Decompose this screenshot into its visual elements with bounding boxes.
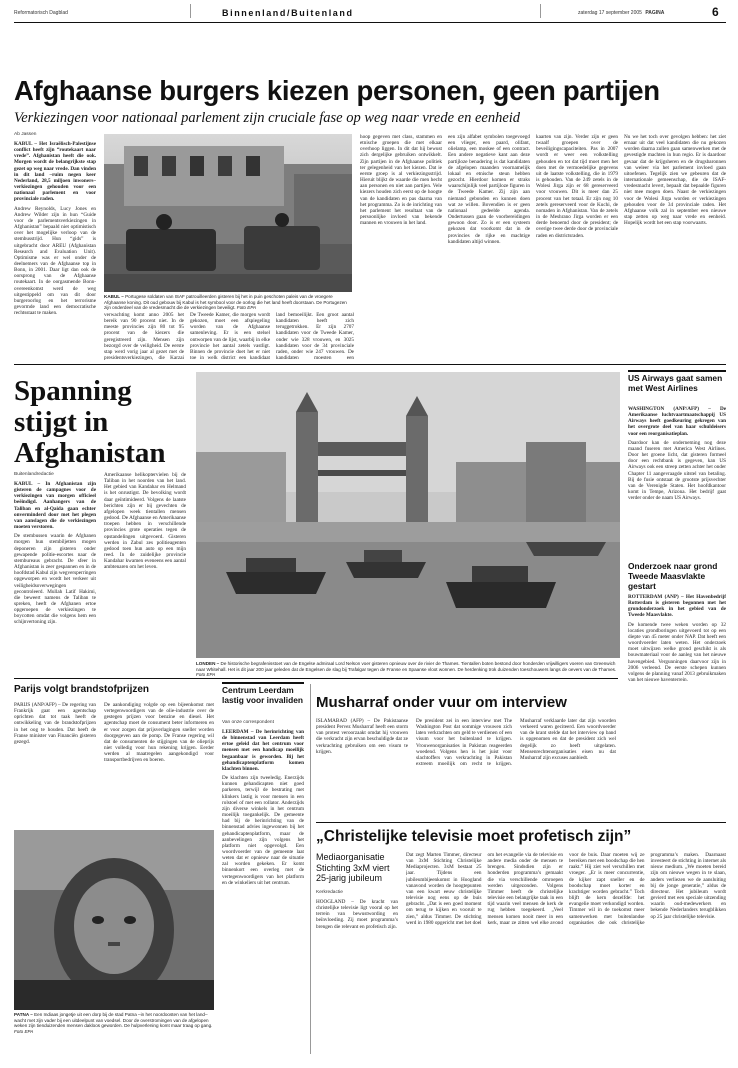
main-text-1: Andrew Reynolds, Lucy Jones en Andrew Wilder zijn in hun “Guide voor de parlementsverkiezingen in Afghanistan” bepaald niet optimistisch over het mogelijke verloop van de stembusstrijd. Hun “gids” is uitgebracht door AREU (Afghanistan Research and Evaluation Unit). Optimisme was er wel onder de deelnemers van de Afghaanse top in Bonn, in 2001. Daar ligt dan ook de oorsprong van de Afghaanse routekaart. In de oorgasmende Bonn-overeenkomst werd de weg uitgestippeld om van dit door burgeroorlog en het terrorisme gevormde land een democratische rechtsstaat te maken.	[14, 205, 96, 317]
leerdam-text: De klachten zijn tweeledig. Enerzijds kunnen gehandicapten niet goed parkeren, terwijl de bestrating met klinkers lastig is voor mensen in een rolstoel of met een rollator. Anderzijds zijn diverse winkels in het centrum moeilijk toegankelijk. De gemeente had bij de herinrichting van de binnenstad advies ingewonnen bij het gehandicaptenplatform, maar de aanbevelingen zijn volgens het platform niet opgevolgd. Een woordvoerder van de gemeente laat weten dat er opnieuw naar de situatie zal worden gekeken. Er komt binnenkort een overleg met de vertegenwoordigers van het platform en de winkeliers uit het centrum.	[222, 775, 304, 886]
main-headline: Afghaanse burgers kiezen personen, geen partijen	[14, 75, 660, 106]
column-divider	[310, 684, 311, 1054]
page-date	[578, 10, 664, 16]
leerdam-lead: LEERDAM – De herinrichting van de binnenstad van Leerdam heeft ertoe geleid dat het centrum voor mensen met een handicap moeilijk begaanbaar is geworden. Bij het gehandicaptenplatform komen klachten binnen.	[222, 729, 304, 772]
spanning-column-2: Amerikaanse helikoptervielen bij de Taliban in het noorden van het land. Het gebied van Kandahar en Helmand is het onrustigst. De bevolking wordt daar geïntimideerd. Volgens de laatste berichten zijn er bij gevechten de afgelopen week tientallen mensen gedood. De Afghaanse en Amerikaanse troepen hebben in verschillende provincies grote operaties tegen de opstandelingen uitgevoerd. Gisteren werden in Zabul zes politieagenten gedood toen hun auto op een mijn reed. In de zuidelijke provincie Kandahar kwamen eveneens een aantal ambtenaren om het leven.	[104, 472, 186, 571]
kabul-caption	[104, 294, 352, 311]
thames-photo	[196, 372, 620, 658]
christelijke-intro: Mediaorganisatie Stichting 3xM viert 25-jarig jubileum	[316, 852, 390, 883]
christelijke-column-1: HOOGLAND – De kracht van christelijke televisie ligt vooral op het terrein van bewustwording en beïnvloeding. Zij moet programma’s brengen die relevant en profetisch zijn.	[316, 899, 398, 930]
patna-caption-lead: PATNA –	[14, 1012, 33, 1017]
thames-caption-lead: LONDEN –	[196, 661, 220, 666]
spanning-text-1: De stembussen waarin de Afghanen morgen hun stembiljetten mogen deponeren zijn gisteren onder gewapende politie-escortes naar de stembureaus gebracht. De sfeer in Afghanistan is zeer gespannen en in de hoofdstad Kabul zijn wegversperringen opgeworpen en wordt het verkeer uit veiligheidsoverwegingen gecontroleerd. Mullah Latif Hakimi, die beweert namens de Taliban te spreken, heeft de Afghanen ertoe opgeroepen de verkiezingen te boycotten omdat die volgens hem een schijnvertoning zijn.	[14, 533, 96, 626]
main-column-4: land bemoeilijkt. Een groot aantal kandidaten heeft zich teruggetrokken. Er zijn 2707 kandidaten voor de Tweede Kamer, onder wie 328 vrouwen, en 3025 kandidaten voor de 34 provinciale raden, onder wie 247 vrouwen. De kandidaten moesten een	[276, 312, 354, 360]
leerdam-column	[222, 729, 304, 1049]
masthead-rule	[14, 22, 726, 23]
patna-photo	[14, 830, 214, 1010]
usairways-lead: WASHINGTON (ANP/AFP) – De Amerikaanse luchtvaartmaatschappij US Airways heeft goedkeuring gekregen van het overgrote deel van haar schuldeisers voor een reorganisatieplan.	[628, 406, 726, 437]
page-label: PAGINA	[645, 10, 665, 16]
photo-credit: Foto EPA	[236, 305, 257, 311]
kabul-photo-art	[104, 134, 352, 292]
usairways-rule	[628, 370, 726, 372]
thames-caption-text: De historische begrafenisstoet van de Engelse admiraal Lord Nelson voer gisteren opnieuw over de rivier de Thames. Tientallen boten bestond door honderden vrijwilligers voeren van Greenwich naar Whitehall. Het is dit jaar 200 jaar geleden dat de Engelsen de slag bij Trafalgar tegen de Franse en Spaanse vloot wonnen. De herdenking trok duizenden toeschouwers langs de oevers van de Thames.	[196, 661, 617, 672]
thames-photo-credit: Foto EPA	[196, 672, 216, 678]
main-column-2: verwachting komt anno 2005 het bereik van 90 procent niet. In de meeste provincies zijn 80 tot 95 procent van de kiezers die geregistreerd zijn. Mensen zijn bezorgd over de veiligheid. De eerste stap werd vorig jaar al gezet met de presidentsverkiezingen, die Karzai	[104, 312, 184, 360]
date-text: zaterdag 17 september 2005	[578, 10, 642, 16]
musharraf-column-1: ISLAMABAD (AFP) – De Pakistaanse president Pervez Musharraf heeft een storm van protest veroorzaakt omdat hij vrouwen die verkracht zijn ervan beschuldigde dat ze verkrachting gebruiken om een visum te krijgen.	[316, 718, 408, 755]
usairways-column	[628, 406, 726, 546]
section-rule-2	[14, 678, 618, 679]
leerdam-headline: Centrum Leerdam lastig voor invaliden	[222, 685, 303, 705]
paper-name: Reformatorisch Dagblad	[14, 10, 68, 16]
main-column-5: hoop gegeven met class, stammen en etnische groepen die met elkaar overhoop liggen. In dit dat hij bewust zich dergelijke gebruiken ontwikkelt. Zijn partijen in de Afghaanse politiek ter gelegenheid van het kiezen. Dat ie eerste groep is al verkiezingsstrijd. Hieruit blijkt de waarde die men hecht aan personen en niet aan partijen. Vele kiezers houden zich eerst op de hoogte van de kandidaten en pas daarna van het programma. Zo is de inrichting van het parlement het resultaat van de persoonlijke invloed van bekende mannen en vrouwen in het land.	[360, 134, 442, 227]
kabul-photo	[104, 134, 352, 292]
section-rule-3	[316, 822, 726, 823]
maasvlakte-text: De komende twee weken worden op 32 locaties grondboringen uitgevoerd tot op een diepte van 45 meter onder NAP. Dat heeft een woordvoerder laten weten. Het onderzoek moet uitwijzen welke grond geschikt is als bouwmateriaal voor de aanleg van het nieuwe havengebied. Vergunningen daarvoor zijn in 2006 verleend. De eerste schepen kunnen volgens de planning vanaf 2013 gebruikmaken van het nieuwe haventerrein.	[628, 621, 726, 684]
patna-photo-art	[14, 830, 214, 1010]
patna-caption-text: Een Indiaas jongetje uit een dorp bij de stad Patna –in het noordoosten van het land– wacht met zijn vader bij een uitdeelpunt van voedsel. Door de overstromingen van de afgelopen weken zijn tienduizenden mensen dakloos geworden. De hulpverlening komt maar traag op gang.	[14, 1012, 213, 1029]
masthead-divider	[540, 4, 541, 18]
musharraf-headline: Musharraf onder vuur om interview	[316, 694, 567, 711]
patna-photo-credit: Foto EPA	[14, 1028, 34, 1034]
main-subhead: Verkiezingen voor nationaal parlement zijn cruciale fase op weg naar vrede en eenheid	[14, 110, 521, 126]
christelijke-byline: Kerkredactie	[316, 890, 343, 895]
maasvlakte-headline: Onderzoek naar grond Tweede Maasvlakte gestart	[628, 561, 718, 591]
musharraf-column-2: De president zei in een interview met The Washington Post dat sommige vrouwen zich laten verkrachten om geld te verdienen of een visum voor het buitenland te krijgen. Vrouwenorganisaties in Pakistan reageerden woedend. Volgens hen is het juist voor slachtoffers van verkrachting in Pakistan extreem moeilijk om recht te krijgen. Musharraf verklaarde later dat zijn woorden verkeerd waren geciteerd. Een woordvoerder van de krant stelde dat het interview op band is opgenomen en dat de president zich wel degelijk zo heeft uitgelaten. Mensenrechtenorganisaties eisen nu dat Musharraf zijn excuses aanbiedt.	[416, 718, 616, 768]
christelijke-headline: „Christelijke televisie moet profetisch zijn”	[316, 828, 632, 845]
parijs-column-2: De aankondiging volgde op een bijeenkomst met vertegenwoordigers van de olie-industrie over de gestegen prijzen voor benzine en diesel. Het agentschap moet de consument beter informeren en er voor zorgen dat prijsverlagingen sneller worden doorgegeven aan de pomp. De Franse regering wil dat de consumenten de stijgingen van de olieprijs niet volledig voor hun rekening krijgen. Eerder werden al maatregelen aangekondigd voor transportbedrijven en boeren.	[104, 702, 214, 764]
page-number: 6	[712, 5, 719, 19]
section-rule	[14, 364, 726, 365]
usairways-text: Daardoor kan de onderneming nog deze maand fuseren met America West Airlines. Door het groene licht, dat gisteren formeel door een rechtbank is gegeven, kan US Airways ook een streep zetten achter het onder Chapter 11 aangevraagde uitstel van betaling. Bij de fusie ontstaat de grootste prijsvechter van de Verenigde Staten. Het hoofdkantoor komt in Tempe, Arizona. Het bedrijf gaat verder onder de naam US Airways.	[628, 439, 726, 502]
leerdam-rule	[222, 682, 304, 684]
main-column-8: Nu we het toch over gevolgen hebben: het ziet ernaar uit dat veel kandidaten die nu gekozen worden daarna zullen gaan samenwerken met de gevestigde machten in hun regio. Er is daardoor gevaar dat de krijgsheren en de drugsbaronnen van weleer via het parlement invloed gaan uitoefenen. Tegelijk zien we gebeuren dat de internationale gemeenschap, die de ISAF-vredesmacht levert, bepaalt dat bepaalde figuren niet mee mogen doen. Naast de verkiezingen voor de Wolesi Jirga worden er verkiezingen gehouden voor de 34 provinciale raden. Het Afghaanse volk zal in september een nieuwe stap zetten op weg naar vrede en eenheid. Hopelijk wordt het een stap voorwaarts.	[624, 134, 726, 227]
leerdam-byline: Van onze correspondent	[222, 720, 274, 725]
parijs-column-1: PARIJS (ANP/AFP) – De regering van Frankrijk gaat een agentschap oprichten dat tot taak heeft de ontwikkeling van de brandstofprijzen in het oog te houden. Dat heeft de Franse minister van Financiën gisteren gezegd.	[14, 702, 96, 745]
usairways-headline: US Airways gaat samen met West Airlines	[628, 373, 723, 393]
main-column-1	[14, 141, 96, 360]
masthead-divider	[190, 4, 191, 18]
maasvlakte-lead: ROTTERDAM (ANP) – Het Havenbedrijf Rotterdam is gisteren begonnen met het grondonderzoek in het gebied van de Tweede Maasvlakte.	[628, 594, 726, 619]
main-column-3: De Tweede Kamer, die morgen wordt gekozen, moet een afspiegeling worden van de Afghaanse samenleving. Er is een stelsel ontworpen van de lijst, waarbij in elke provincie het aantal zetels vastligt. Binnen de provincie doet het er niet toe in welk district een kandidaat	[190, 312, 270, 360]
main-lead: KABUL – Het Israëlisch-Palestijnse conflict heeft zijn “routekaart naar vrede”. Afghanistan heeft die ook. Morgen wordt de belangrijkste stap gezet op weg naar vrede. Dan vinden in dit land –ruim negen keer Nederland, 28,5 miljoen inwoners– verkiezingen gehouden voor een nationaal parlement en voor provinciale raden.	[14, 141, 96, 203]
maasvlakte-column	[628, 594, 726, 760]
caption-lead: KABUL –	[104, 294, 124, 299]
spanning-byline: Buitenlandredactie	[14, 472, 54, 477]
section-title: Binnenland/Buitenland	[222, 8, 354, 18]
patna-caption	[14, 1012, 214, 1034]
main-byline: Ab Jassen	[14, 132, 37, 137]
thames-caption	[196, 661, 620, 678]
main-column-6: een zijn alfabet symbolen toegevoegd een vlieger, een paard, olifant, olielamp, een moskee of een contract. Een andere negatieve kant aan deze partijloze benadering is dat kandidaten de afgelopen maanden voornamelijk lokaal en etnische steun hebben gezocht. Hierdoor komen er straks waarschijnlijk veel partijloze figuren in de Tweede Kamer. Zij zijn aan niemand gebonden en kunnen doen wat ze willen. Bovendien is er geen nationaal gedeelde agenda. Ondertussen gaan de voorbereidingen gewoon door. Zo is er een systeem gekozen dat voorkomt dat in de provincies de rijke en machtige kandidaten altijd winnen.	[448, 134, 530, 245]
main-column-7: kaarten van zijn. Verder zijn er geen twaalf groepen over de beveiligingscapaciteiten. Pas in 2007 wordt er weer een volkstelling gehouden en tot dat tijd moet men het doen met de vermoedelijke gegevens uit de laatste volkstelling, die in 1979 is gehouden. Van de 249 zetels in de Wolesi Jirga zijn er 68 gereserveerd voor vrouwen. Dit is meer dan 25 procent van het totaal. Er zijn nog 10 zetels gereserveerd voor de Kuchi, de nomaden in Afghanistan. Van de zetels in de Meshrano Jirga worden er een derde benoemd door de president; de overige twee derde door de provinciale raden en districtsraden.	[536, 134, 618, 239]
spanning-headline: Spanning stijgt in Afghanistan	[14, 375, 166, 469]
spanning-column-1	[14, 481, 96, 671]
christelijke-body: Dat zegt Marten Timmer, directeur van 3xM Stichting Christelijke Mediaprojecten. 3xM bestaat 25 jaar. Tijdens een jubileumbijeenkomst in Hoogland vanavond worden de hoogtepunten van een kwart eeuw christelijke televisie nog eens op de buis gebracht. „Dat is een goed moment om terug te kijken en vooruit te zien,” aldus Timmer. De stichting werd in 1980 opgericht met het doel om het evangelie via de televisie en andere media onder de mensen te brengen. Sindsdien zijn er honderden programma’s gemaakt die via verschillende omroepen werden uitgezonden. Volgens Timmer heeft de christelijke televisie een belangrijke taak in een tijd waarin veel mensen de kerk de rug hebben toegekeerd. „Veel mensen komen nooit meer in een kerk, maar ze zitten wel elke avond voor de buis. Daar moeten wij ze bereiken met een boodschap die hen raakt.” Hij ziet wel verschillen met vroeger. „Er is meer concurrentie, de kijker zapt sneller en de boodschap moet korter en krachtiger worden gebracht.” Toch blijft de kern dezelfde: het evangelie moet verkondigd worden. Timmer wil in de toekomst meer samenwerken met buitenlandse organisaties die ook christelijke programma’s maken. Daarnaast investeert de stichting in internet als nieuw medium. „We moeten bereid zijn om nieuwe wegen in te slaan, anders verliezen we de aansluiting bij de jonge generatie,” aldus de directeur. Het jubileum wordt gevierd met een speciale uitzending waarin oud-medewerkers en bekende Nederlanders terugblikken op 25 jaar christelijke televisie.	[406, 852, 726, 926]
caption-text: Portugese soldaten van ISAF patrouilleerden gisteren bij het in puin geschoten paleis van de vroegere Afghaanse koning. Dit oud gebouw bij Kabul is het symbool voor de oorlog die het land heeft doorstaan. De Portugezen zijn onderdeel van de vredesmacht die de verkiezingen beveiligt.	[104, 294, 347, 311]
parijs-headline: Parijs volgt brandstofprijzen	[14, 684, 150, 695]
thames-photo-art	[196, 372, 620, 658]
spanning-lead: KABUL – In Afghanistan zijn gisteren de campagnes voor de verkiezingen van morgen officieel beëindigd. Aanhangers van de Taliban en al-Qaida gaan echter onverminderd door met het plegen van aanslagen die de verkiezingen moeten verstoren.	[14, 481, 96, 531]
